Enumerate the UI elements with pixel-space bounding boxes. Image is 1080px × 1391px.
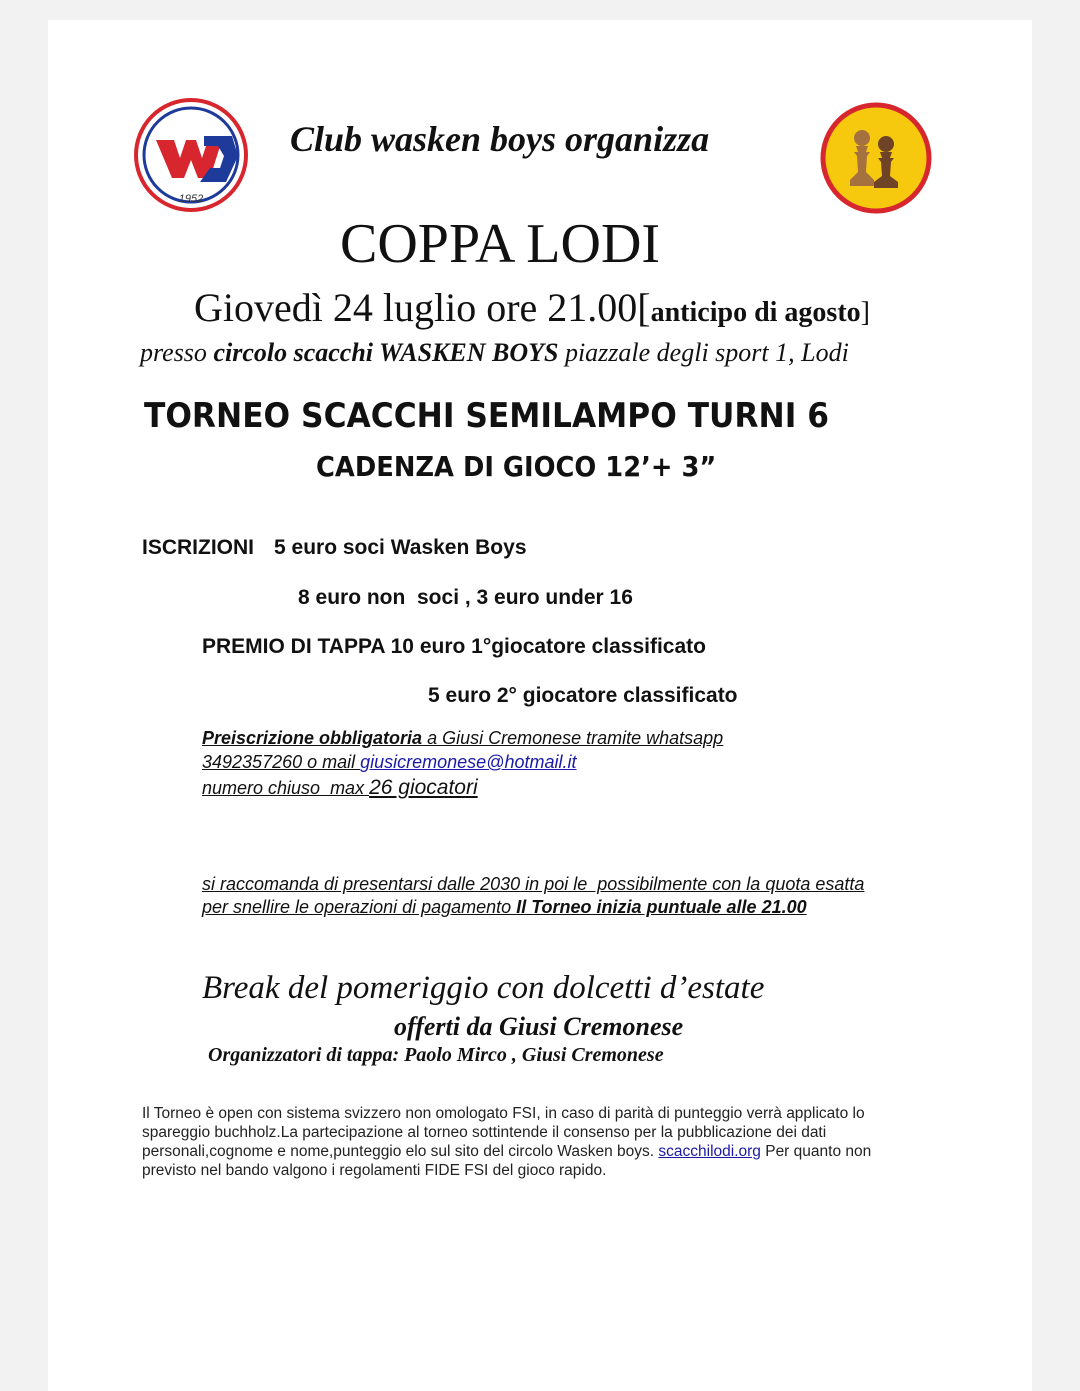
rules-line-3-end: Per quanto non: [760, 1143, 872, 1160]
registration-limit-prefix: numero chiuso max: [202, 778, 370, 798]
rules-line-1: Il Torneo è open con sistema svizzero non omologato FSI, in caso di parità di punteggio verrà applicato lo: [142, 1105, 865, 1122]
fees-line-members: [142, 536, 527, 560]
location-line: [140, 338, 849, 368]
registration-contact: [202, 752, 577, 773]
rules-line-2: spareggio buchholz.La partecipazione al torneo sottintende il consenso per la pubblicazione dei dati: [142, 1124, 827, 1141]
rules-paragraph: [142, 1104, 871, 1180]
date-line: [194, 284, 870, 331]
email-link[interactable]: giusicremonese@hotmail.it: [360, 752, 577, 772]
date-note: anticipo di agosto: [650, 297, 861, 328]
registration-via: a Giusi Cremonese tramite whatsapp: [422, 728, 724, 748]
registration-line: [202, 728, 723, 749]
prize-first: PREMIO DI TAPPA 10 euro 1°giocatore classificato: [202, 635, 706, 658]
page-title: COPPA LODI: [340, 213, 661, 275]
wasken-boys-logo-icon: [134, 98, 248, 212]
rules-line-3: [142, 1142, 871, 1161]
registration-limit: [202, 776, 478, 800]
location-prefix: presso: [140, 338, 214, 367]
break-line-2: offerti da Giusi Cremonese: [394, 1012, 684, 1041]
website-link[interactable]: scacchilodi.org: [658, 1143, 761, 1160]
logo-year: 1952: [178, 193, 204, 205]
organizer-heading: Club wasken boys organizza: [290, 119, 710, 159]
notice-text: per snellire le operazioni di pagamento: [202, 897, 517, 917]
bracket-open: [: [637, 285, 651, 330]
fees-others: 8 euro non soci , 3 euro under 16: [298, 586, 633, 609]
location-address: piazzale degli sport 1, Lodi: [558, 338, 849, 367]
notice-start-time: Il Torneo inizia puntuale alle 21.00: [516, 897, 807, 917]
registration-required: Preiscrizione obbligatoria: [202, 728, 423, 748]
rules-line-3-start: personali,cognome e nome,punteggio elo sul sito del circolo Wasken boys.: [142, 1143, 659, 1160]
location-club: circolo scacchi WASKEN BOYS: [213, 338, 559, 367]
date-text: Giovedì 24 luglio ore 21.00: [194, 285, 638, 330]
rules-line-4: previsto nel bando valgono i regolamenti FIDE FSI del gioco rapido.: [142, 1162, 607, 1179]
stage-organizers: Organizzatori di tappa: Paolo Mirco , Giusi Cremonese: [208, 1044, 664, 1066]
bracket-close: ]: [860, 297, 870, 328]
tournament-cadence: CADENZA DI GIOCO 12’+ 3”: [316, 450, 717, 483]
notice-line-1: si raccomanda di presentarsi dalle 2030 in poi le possibilmente con la quota esatta: [202, 874, 865, 894]
notice-line-2: [202, 897, 807, 918]
chess-pawns-icon: [820, 102, 932, 214]
prize-second: 5 euro 2° giocatore classificato: [428, 684, 738, 707]
registration-limit-value: 26 giocatori: [369, 776, 478, 799]
flyer-page: [48, 20, 1032, 1391]
break-line-1: Break del pomeriggio con dolcetti d’estate: [202, 970, 765, 1006]
registration-phone: 3492357260 o mail: [202, 752, 361, 772]
tournament-name: TORNEO SCACCHI SEMILAMPO TURNI 6: [144, 396, 829, 436]
fees-label: ISCRIZIONI: [142, 536, 255, 559]
fees-members: 5 euro soci Wasken Boys: [274, 536, 527, 559]
